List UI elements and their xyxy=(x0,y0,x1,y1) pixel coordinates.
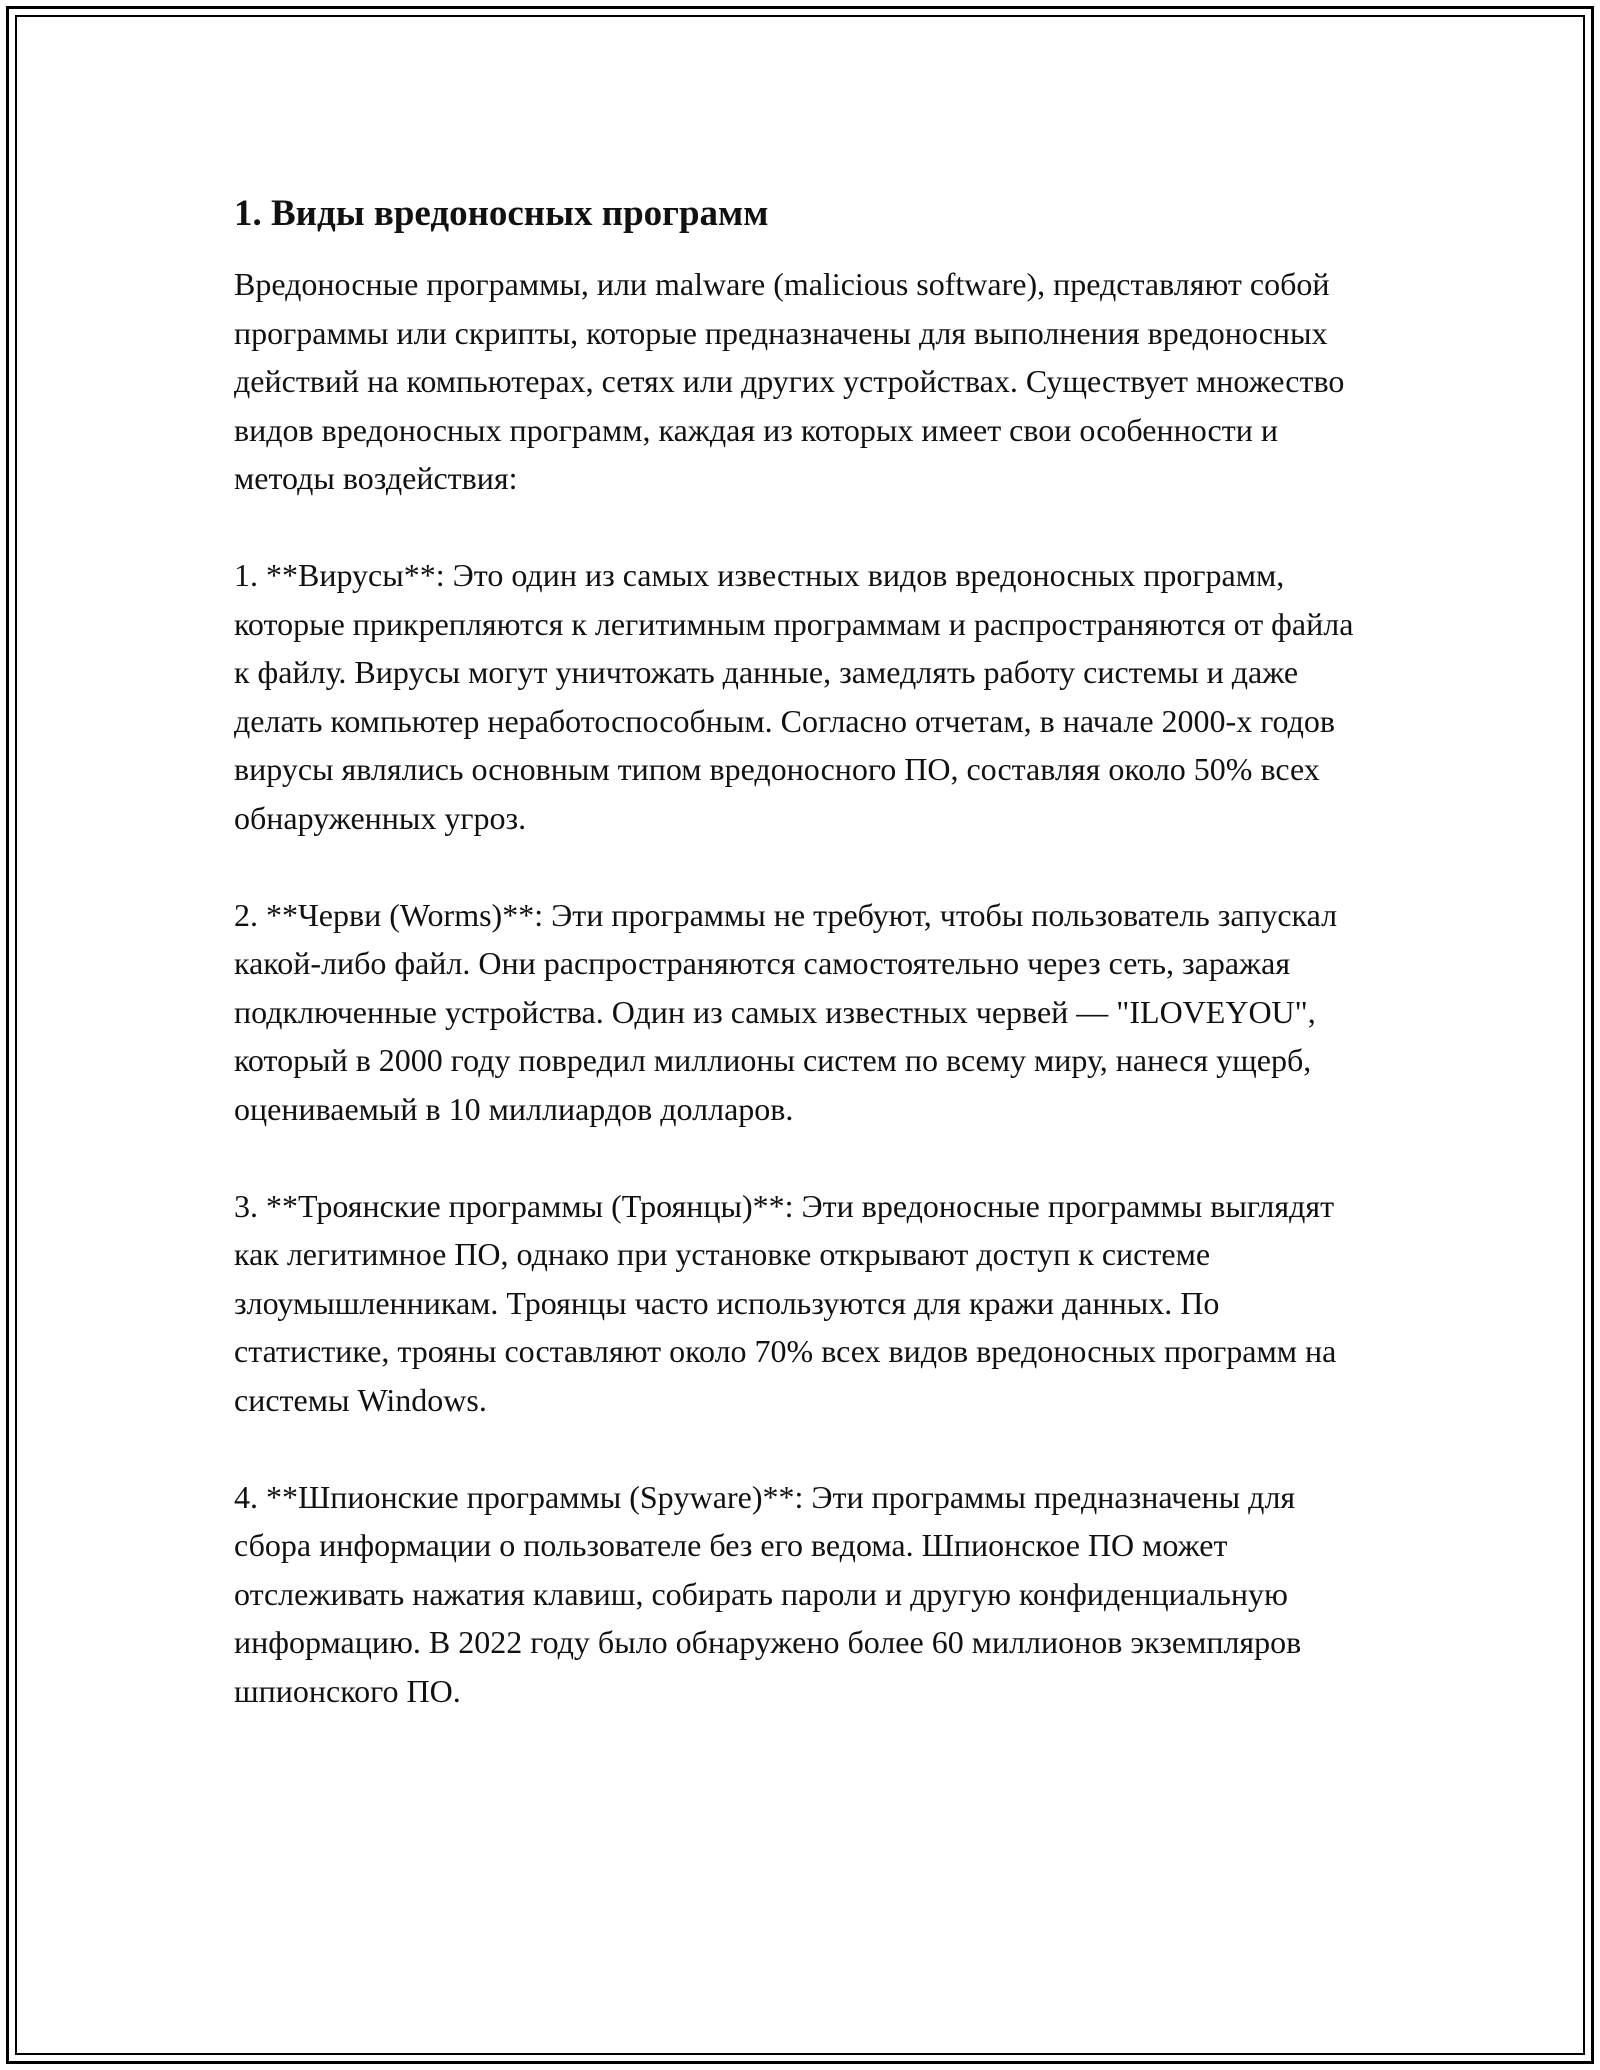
paragraph-worms: 2. **Черви (Worms)**: Эти программы не требуют, чтобы пользователь запускал какой-либо файл. Они распространяются самостоятельно через сеть, заражая подключенные устройства. Один из самых известных червей — "ILOVEYOU", который в 2000 году повредил миллионы систем по всему миру, нанеся ущерб, оцениваемый в 10 миллиардов долларов. xyxy=(234,896,1338,1127)
section-heading: 1. Виды вредоносных программ xyxy=(234,193,769,234)
paragraph-spyware: 4. **Шпионские программы (Spyware)**: Эти программы предназначены для сбора информации о пользователе без его ведома. Шпионское ПО может отслеживать нажатия клавиш, собирать пароли и другую конфиденциальную информацию. В 2022 году было обнаружено более 60 миллионов экземпляров шпионского ПО. xyxy=(234,1478,1302,1709)
paragraph-trojans: 3. **Троянские программы (Троянцы)**: Эти вредоносные программы выглядят как легитимное ПО, однако при установке открывают доступ к системе злоумышленникам. Троянцы часто используются для кражи данных. По статистике, трояны составляют около 70% всех видов вредоносных программ на системы Windows. xyxy=(234,1187,1337,1418)
document-body xyxy=(234,188,1374,1764)
intro-paragraph: Вредоносные программы, или malware (malicious software), представляют собой программы или скрипты, которые предназначены для выполнения вредоносных действий на компьютерах, сетях или других устройствах. Существует множество видов вредоносных программ, каждая из которых имеет свои особенности и методы воздействия: xyxy=(234,266,1345,496)
paragraph-viruses: 1. **Вирусы**: Это один из самых известных видов вредоносных программ, которые прикрепляются к легитимным программам и распространяются от файла к файлу. Вирусы могут уничтожать данные, замедлять работу системы и даже делать компьютер неработоспособным. Согласно отчетам, в начале 2000-х годов вирусы являлись основным типом вредоносного ПО, составляя около 50% всех обнаруженных угроз. xyxy=(234,557,1354,836)
